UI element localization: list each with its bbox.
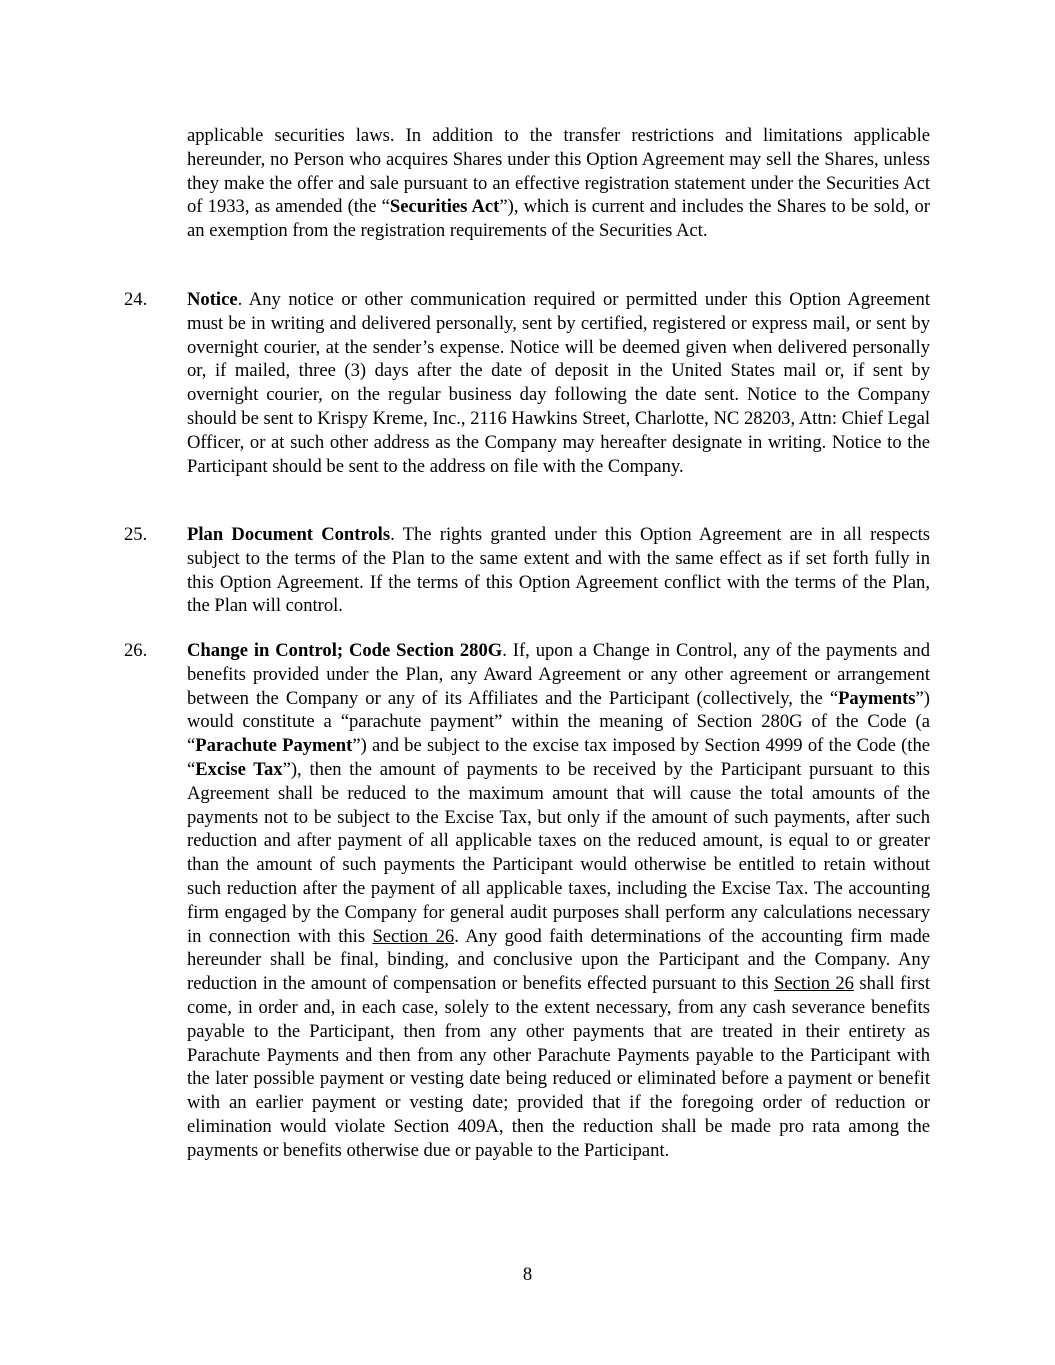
defined-term-excise-tax: Excise Tax — [195, 758, 283, 780]
section-body: . The rights granted under this Option Agreement are in all respects subject to the terms of the Plan to the same extent and with the same effect as if set forth fully in this Option Agreement. If the terms of this Option Agreement conflict with the terms of the Plan, the Plan will control. — [187, 524, 930, 617]
paragraph-continuation — [187, 124, 930, 243]
text-run: ”) would constitute a “parachute payment” within the meaning of Section 280G of the Code (a “ — [187, 687, 930, 757]
section-heading: Notice — [187, 289, 238, 310]
text-run: . Any good faith determinations of the accounting firm made hereunder shall be final, binding, and conclusive upon the Participant and the Company. Any reduction in the amount of compensation or benefits effected pursuant to this — [187, 925, 930, 995]
page-number: 8 — [522, 1264, 533, 1285]
defined-term-payments: Payments — [838, 687, 916, 709]
text-run: ”), then the amount of payments to be received by the Participant pursuant to this Agreement shall be reduced to the maximum amount that will cause the total amounts of the payments not to be subject to the Excise Tax, but only if the amount of such payments, after such reduction and after payment of all applicable taxes on the reduced amount, is equal to or greater than the amount of such payments the Participant would otherwise be entitled to retain without such reduction after the payment of all applicable taxes, including the Excise Tax. The accounting firm engaged by the Company for general audit purposes shall perform any calculations necessary in connection with this — [187, 758, 930, 947]
text-run: shall first come, in order and, in each case, solely to the extent necessary, from any cash severance benefits payable to the Participant, then from any other payments that are treated in their entirety as Parachute Payments and then from any other Parachute Payments payable to the Participant with the later possible payment or vesting date being reduced or eliminated before a payment or benefit with an earlier payment or vesting date; provided that if the foregoing order of reduction or elimination would violate Section 409A, then the reduction shall be made pro rata among the payments or benefits otherwise due or payable to the Participant. — [187, 973, 930, 1161]
section-heading: Change in Control; Code Section 280G — [187, 640, 503, 661]
section-number-25: 25. — [124, 524, 148, 545]
text-run: applicable securities laws. In addition to the transfer restrictions and limitations applicable hereunder, no Person who acquires Shares under this Option Agreement may sell the Shares, unless they make the offer and sale pursuant to an effective registration statement under the Securities Act of 1933, as amended (the “ — [187, 125, 930, 218]
section-number-26: 26. — [124, 640, 148, 661]
section-number-24: 24. — [124, 289, 148, 310]
section-heading: Plan Document Controls — [187, 524, 391, 545]
section-26-change-in-control — [187, 639, 930, 1163]
text-run: ”) and be subject to the excise tax imposed by Section 4999 of the Code (the “ — [187, 735, 930, 780]
section-reference-link: Section 26 — [774, 973, 854, 995]
section-24-notice — [187, 288, 930, 478]
defined-term-securities-act: Securities Act — [389, 196, 500, 218]
section-body: . Any notice or other communication required or permitted under this Option Agreement must be in writing and delivered personally, sent by certified, registered or express mail, or sent by overnight courier, at the sender’s expense. Notice will be deemed given when delivered personally or, if mailed, three (3) days after the date of deposit in the United States mail or, if sent by overnight courier, on the regular business day following the date sent. Notice to the Company should be sent to Krispy Kreme, Inc., 2116 Hawkins Street, Charlotte, NC 28203, Attn: Chief Legal Officer, or at such other address as the Company may hereafter designate in writing. Notice to the Participant should be sent to the address on file with the Company. — [187, 289, 930, 477]
text-run: ”), which is current and includes the Shares to be sold, or an exemption from the registration requirements of the Securities Act. — [187, 196, 930, 242]
text-run: . If, upon a Change in Control, any of the payments and benefits provided under the Plan, any Award Agreement or any other agreement or arrangement between the Company or any of its Affiliates and the Participant (collectively, the “ — [187, 640, 930, 709]
section-25-plan-document-controls — [187, 523, 930, 618]
section-reference-link: Section 26 — [372, 925, 455, 947]
defined-term-parachute-payment: Parachute Payment — [195, 735, 353, 757]
